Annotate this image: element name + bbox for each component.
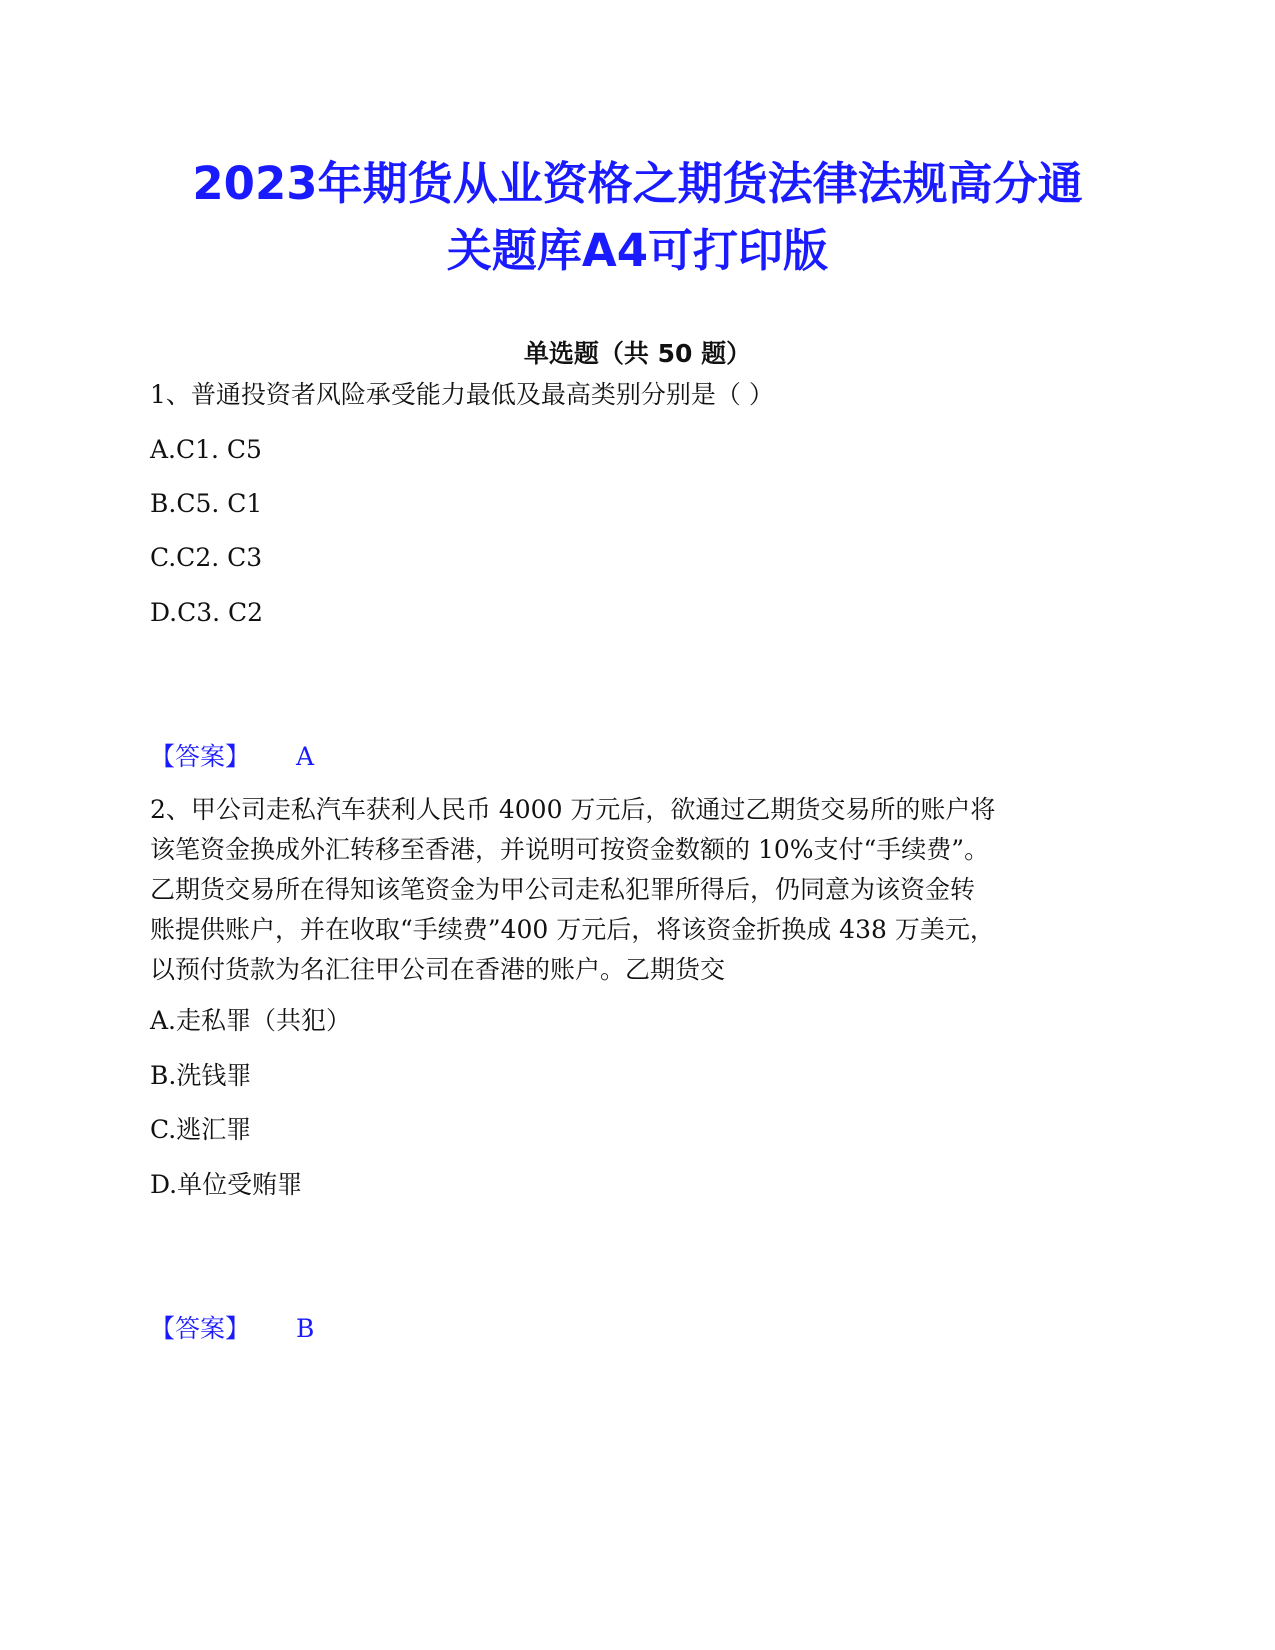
question-1-option-c: C.C2. C3 xyxy=(150,543,263,572)
section-title: 单选题（共 50 题） xyxy=(523,339,752,368)
question-2-stem-line: 乙期货交易所在得知该笔资金为甲公司走私犯罪所得后，仍同意为该资金转 xyxy=(150,875,976,904)
question-1-option-d: D.C3. C2 xyxy=(150,598,264,627)
question-1-option-a: A.C1. C5 xyxy=(150,435,262,464)
answer-label: 【答案】 xyxy=(150,742,251,771)
question-2-option-a: A.走私罪（共犯） xyxy=(150,1006,352,1035)
question-2-answer xyxy=(150,1311,314,1347)
question-2-stem xyxy=(150,790,1120,990)
question-2-option-b: B.洗钱罪 xyxy=(150,1061,252,1090)
question-1-option-b: B.C5. C1 xyxy=(150,489,263,518)
answer-value: B xyxy=(296,1314,315,1343)
document-title-line-2: 关题库A4可打印版 xyxy=(446,224,829,277)
answer-label: 【答案】 xyxy=(150,1314,251,1343)
document-title-line-1: 2023年期货从业资格之期货法律法规高分通 xyxy=(192,157,1083,210)
question-2-stem-line: 该笔资金换成外汇转移至香港，并说明可按资金数额的 10%支付“手续费”。 xyxy=(150,835,990,864)
document-title xyxy=(120,150,1155,284)
answer-value: A xyxy=(296,742,315,771)
question-1-answer xyxy=(150,739,314,775)
question-2-option-d: D.单位受贿罪 xyxy=(150,1170,303,1199)
question-1-stem: 1、普通投资者风险承受能力最低及最高类别分别是（ ） xyxy=(150,380,774,409)
question-2-option-c: C.逃汇罪 xyxy=(150,1115,252,1144)
question-2-stem-line: 2、甲公司走私汽车获利人民币 4000 万元后，欲通过乙期货交易所的账户将 xyxy=(150,795,996,824)
question-2-stem-line: 账提供账户，并在收取“手续费”400 万元后，将该资金折换成 438 万美元， xyxy=(150,915,995,944)
question-2-stem-line: 以预付货款为名汇往甲公司在香港的账户。乙期货交 xyxy=(150,955,726,984)
